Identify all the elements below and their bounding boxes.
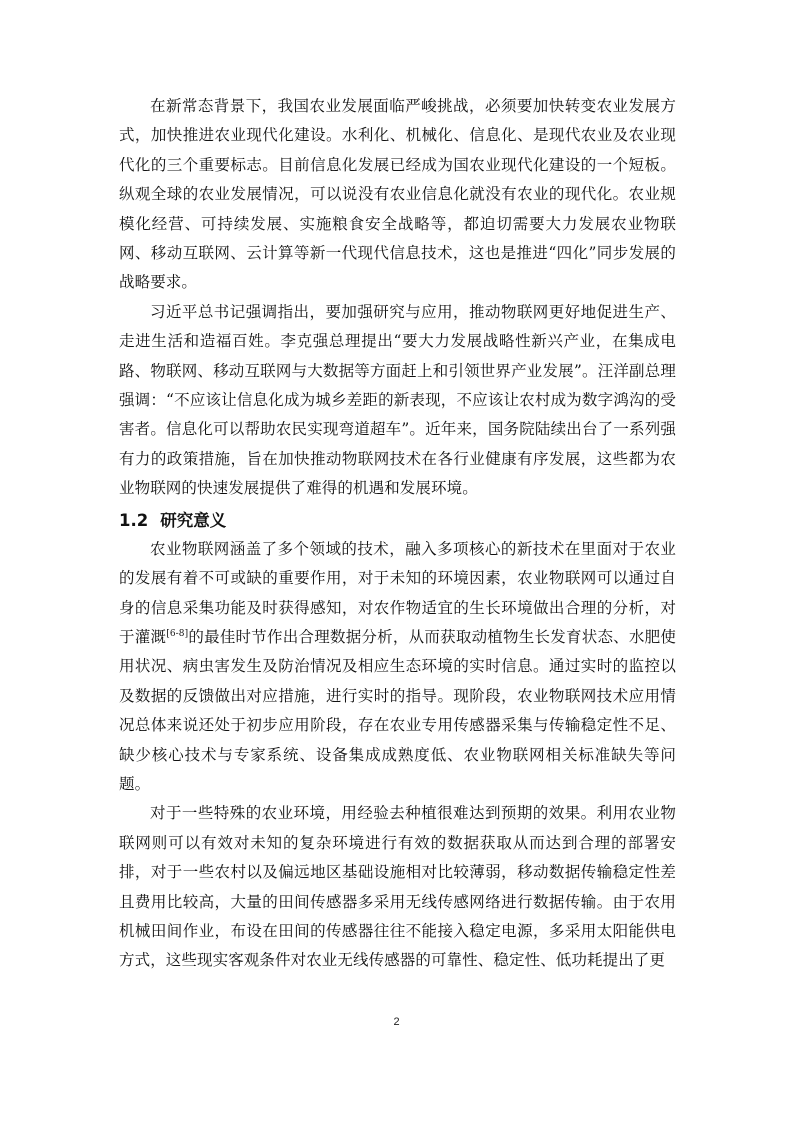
document-body xyxy=(119,92,676,976)
significance-paragraph-2: 对于一些特殊的农业环境，用经验去种植很难达到预期的效果。利用农业物联网则可以有效对未知的复杂环境进行有效的数据获取从而达到合理的部署安排，对于一些农村以及偏远地区基础设施相对比较薄弱，移动数据传输稳定性差且费用比较高，大量的田间传感器多采用无线传感网络进行数据传输。由于农用机械田间作业，布设在田间的传感器往往不能接入稳定电源，多采用太阳能供电方式，这些现实客观条件对农业无线传感器的可靠性、稳定性、低功耗提出了更 xyxy=(119,804,676,970)
significance-paragraph-1 xyxy=(119,535,676,800)
section-number: 1.2 xyxy=(119,510,149,530)
intro-paragraph-2: 习近平总书记强调指出，要加强研究与应用，推动物联网更好地促进生产、走进生活和造福百姓。李克强总理提出“要大力发展战略性新兴产业，在集成电路、物联网、移动互联网与大数据等方面赶上和引领世界产业发展”。汪洋副总理强调：“不应该让信息化成为城乡差距的新表现，不应该让农村成为数字鸿沟的受害者。信息化可以帮助农民实现弯道超车”。近年来，国务院陆续出台了一系列强有力的政策措施，旨在加快推动物联网技术在各行业健康有序发展，这些都为农业物联网的快速发展提供了难得的机遇和发展环境。 xyxy=(119,302,676,498)
citation-reference: [6-8] xyxy=(166,628,189,639)
intro-paragraph-1: 在新常态背景下，我国农业发展面临严峻挑战，必须要加快转变农业发展方式，加快推进农业现代化建设。水利化、机械化、信息化、是现代农业及农业现代化的三个重要标志。目前信息化发展已经成为国农业现代化建设的一个短板。纵观全球的农业发展情况，可以说没有农业信息化就没有农业的现代化。农业规模化经营、可持续发展、实施粮食安全战略等，都迫切需要大力发展农业物联网、移动互联网、云计算等新一代现代信息技术，这也是推进“四化”同步发展的战略要求。 xyxy=(119,97,676,292)
paragraph-text-before-citation: 农业物联网涵盖了多个领域的技术，融入多项核心的新技术在里面对于农业的发展有着不可或缺的重要作用，对于未知的环境因素，农业物联网可以通过自身的信息采集功能及时获得感知，对农作物适宜的生长环境做出合理的分析，对于灌溉 xyxy=(119,539,676,646)
page-number: 2 xyxy=(393,1016,400,1028)
section-title: 研究意义 xyxy=(160,510,227,530)
section-heading xyxy=(119,506,676,535)
paragraph-text-after-citation: 的最佳时节作出合理数据分析，从而获取动植物生长发育状态、水肥使用状况、病虫害发生及防治情况及相应生态环境的实时信息。通过实时的监控以及数据的反馈做出对应措施，进行实时的指导。现阶段，农业物联网技术应用情况总体来说还处于初步应用阶段，存在农业专用传感器采集与传输稳定性不足、缺少核心技术与专家系统、设备集成成熟度低、农业物联网相关标准缺失等问题。 xyxy=(119,627,676,793)
